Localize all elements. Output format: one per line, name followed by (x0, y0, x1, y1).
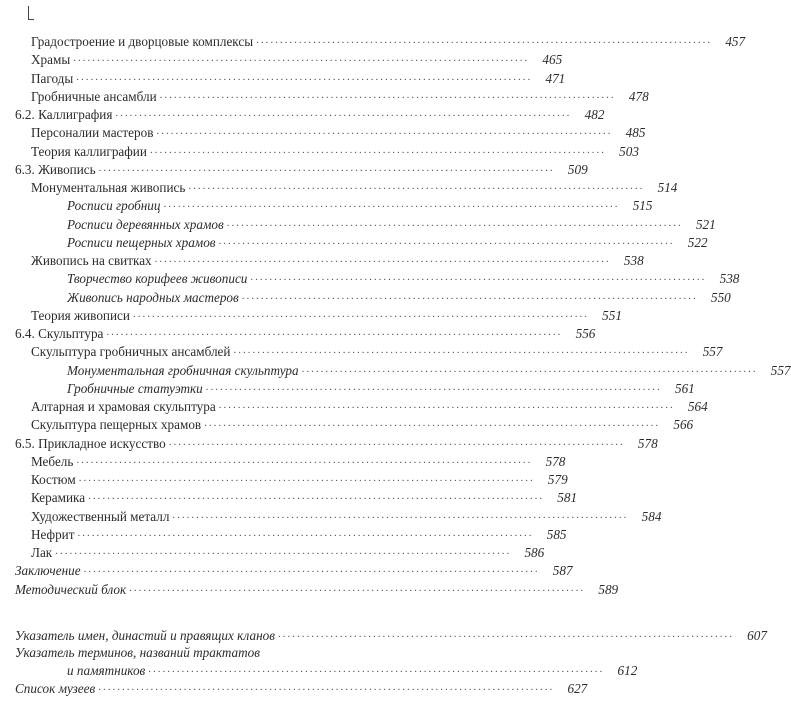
toc-entry-page: 478 (628, 88, 649, 104)
leader-dots: ................................................................................................ (226, 216, 683, 229)
toc-entry-title: Теория живописи (31, 307, 130, 323)
toc-entry-page: 566 (673, 417, 694, 433)
toc-entry-title: Монументальная живопись (31, 180, 186, 195)
leader-dots: ................................................................................................ (188, 180, 645, 192)
toc-entry-title: Теория каллиграфии (31, 143, 147, 159)
toc-entry-title: Костюм (31, 472, 76, 487)
toc-entry-title: Монументальная гробничная скульптура (67, 362, 299, 378)
toc-entry-title: Персоналии мастеров (31, 125, 154, 141)
leader-dots: ................................................................................................ (88, 490, 545, 503)
toc-entry-page: 587 (552, 563, 573, 579)
toc-entry-title: Гробничные ансамбли (31, 88, 157, 104)
toc-entry-page: 550 (710, 289, 731, 305)
toc-entry-title: 6.2. Каллиграфия (15, 107, 113, 122)
section-gap (0, 599, 509, 613)
toc-entry-title: Росписи деревянных храмов (67, 216, 224, 232)
toc-entry-page: 482 (584, 107, 605, 122)
leader-dots: ................................................................................................ (132, 307, 589, 320)
toc-entry (0, 581, 619, 599)
toc-entry-page: 522 (687, 234, 708, 250)
leader-dots: ................................................................................................ (233, 344, 690, 357)
toc-entry-page: 509 (567, 161, 588, 177)
leader-dots: ................................................................................................ (78, 472, 535, 484)
section-bracket-mark (28, 6, 34, 20)
leader-dots: ................................................................................................ (76, 70, 533, 83)
toc-entry-title: Нефрит (31, 526, 75, 542)
leader-dots: ................................................................................................ (156, 125, 613, 138)
leader-dots: ................................................................................................ (115, 107, 572, 119)
leader-dots: ................................................................................................ (250, 271, 707, 284)
leader-dots: ................................................................................................ (154, 253, 611, 265)
toc-entry-title: Указатель терминов, названий трактатов (15, 644, 260, 660)
leader-dots: ................................................................................................ (76, 453, 533, 466)
leader-dots: ................................................................................................ (277, 627, 734, 640)
leader-dots: ................................................................................................ (218, 399, 675, 411)
leader-dots: ................................................................................................ (205, 380, 662, 393)
leader-dots: ................................................................................................ (218, 234, 675, 247)
leader-dots: ................................................................................................ (168, 435, 625, 448)
toc-entry-title: Храмы (31, 52, 71, 68)
toc-entry-page: 485 (625, 125, 646, 141)
toc-entry-title: Заключение (15, 563, 81, 579)
toc-entry-title: Керамика (31, 490, 86, 506)
toc-entry-page: 551 (602, 307, 622, 323)
toc-entry-title: Лак (31, 545, 53, 560)
toc-entry-page: 585 (546, 526, 567, 542)
toc-entry-page: 538 (719, 271, 740, 287)
toc-entry-title: Гробничные статуэтки (67, 380, 203, 396)
leader-dots: ................................................................................................ (241, 289, 698, 302)
toc-entry-page: 503 (619, 143, 639, 159)
toc-entry-page: 557 (702, 344, 723, 360)
leader-dots: ................................................................................................ (204, 417, 661, 430)
leader-dots: ................................................................................................ (172, 508, 629, 521)
toc-entry-title: Указатель имен, династий и правящих кланов (15, 627, 275, 643)
toc-entry-page: 627 (567, 681, 588, 697)
toc-entry-title: Мебель (31, 453, 74, 469)
toc-entry-page: 561 (674, 380, 695, 396)
toc-entry-title: Скульптура гробничных ансамблей (31, 344, 231, 360)
toc-entry-title: Градостроение и дворцовые комплексы (31, 34, 254, 49)
leader-dots: ................................................................................................ (159, 88, 616, 101)
toc-entry-title: 6.5. Прикладное искусство (15, 435, 166, 451)
toc-entry-title: Росписи гробниц (67, 198, 161, 214)
leader-dots: ................................................................................................ (77, 526, 534, 539)
toc-entry-page: 465 (542, 52, 563, 68)
toc-entry-page: 589 (598, 581, 619, 597)
toc-entry-title: Пагоды (31, 70, 74, 86)
leader-dots: ................................................................................................ (148, 663, 605, 675)
toc-entry-page: 612 (617, 663, 638, 678)
toc-entry-page: 515 (632, 198, 653, 214)
toc-entry-page: 564 (687, 399, 708, 414)
toc-entry-page: 584 (641, 508, 662, 524)
toc-entry-title: Алтарная и храмовая скульптура (31, 399, 216, 414)
toc-entry-title: Художественный металл (31, 508, 170, 524)
toc-entry-page: 581 (557, 490, 578, 506)
leader-dots: ................................................................................................ (163, 198, 620, 211)
toc-entry-page: 514 (657, 180, 678, 195)
back-matter-entry (0, 680, 588, 698)
toc-entry-page: 538 (623, 253, 644, 268)
toc-entry-title: 6.4. Скульптура (15, 326, 104, 341)
toc-entry-page: 521 (695, 216, 716, 232)
leader-dots: ................................................................................................ (98, 161, 555, 174)
leader-dots: ................................................................................................ (55, 545, 512, 557)
leader-dots: ................................................................................................ (73, 52, 530, 65)
toc-entry-title: Методический блок (15, 581, 127, 597)
toc-entry-page: 556 (575, 326, 596, 341)
toc-entry-page: 586 (524, 545, 545, 560)
leader-dots: ................................................................................................ (256, 34, 713, 46)
leader-dots: ................................................................................................ (106, 326, 563, 338)
toc-entry-page: 607 (747, 627, 767, 643)
toc-entry-title: Росписи пещерных храмов (67, 234, 216, 250)
leader-dots: ................................................................................................ (83, 563, 540, 576)
leader-dots: ................................................................................................ (129, 581, 586, 594)
toc-entry-title: Творчество корифеев живописи (67, 271, 248, 287)
toc-entry-page: 471 (545, 70, 566, 86)
toc-entry-title: 6.3. Живопись (15, 161, 96, 177)
toc-entry-page: 578 (545, 453, 566, 469)
table-of-contents (0, 33, 791, 699)
leader-dots: ................................................................................................ (301, 362, 758, 375)
leader-dots: ................................................................................................ (98, 681, 555, 694)
toc-entry-title: Список музеев (15, 681, 96, 697)
toc-entry-page: 578 (637, 435, 658, 451)
back-matter-entry (0, 627, 767, 645)
toc-entry-page: 457 (725, 34, 746, 49)
toc-entry-page: 579 (547, 472, 568, 487)
toc-entry-page: 557 (770, 362, 791, 378)
toc-entry-title: и памятников (67, 663, 146, 678)
toc-entry-title: Живопись на свитках (31, 253, 152, 268)
toc-entry-title: Живопись народных мастеров (67, 289, 239, 305)
leader-dots: ................................................................................................ (149, 143, 606, 156)
toc-entry-title: Скульптура пещерных храмов (31, 417, 202, 433)
